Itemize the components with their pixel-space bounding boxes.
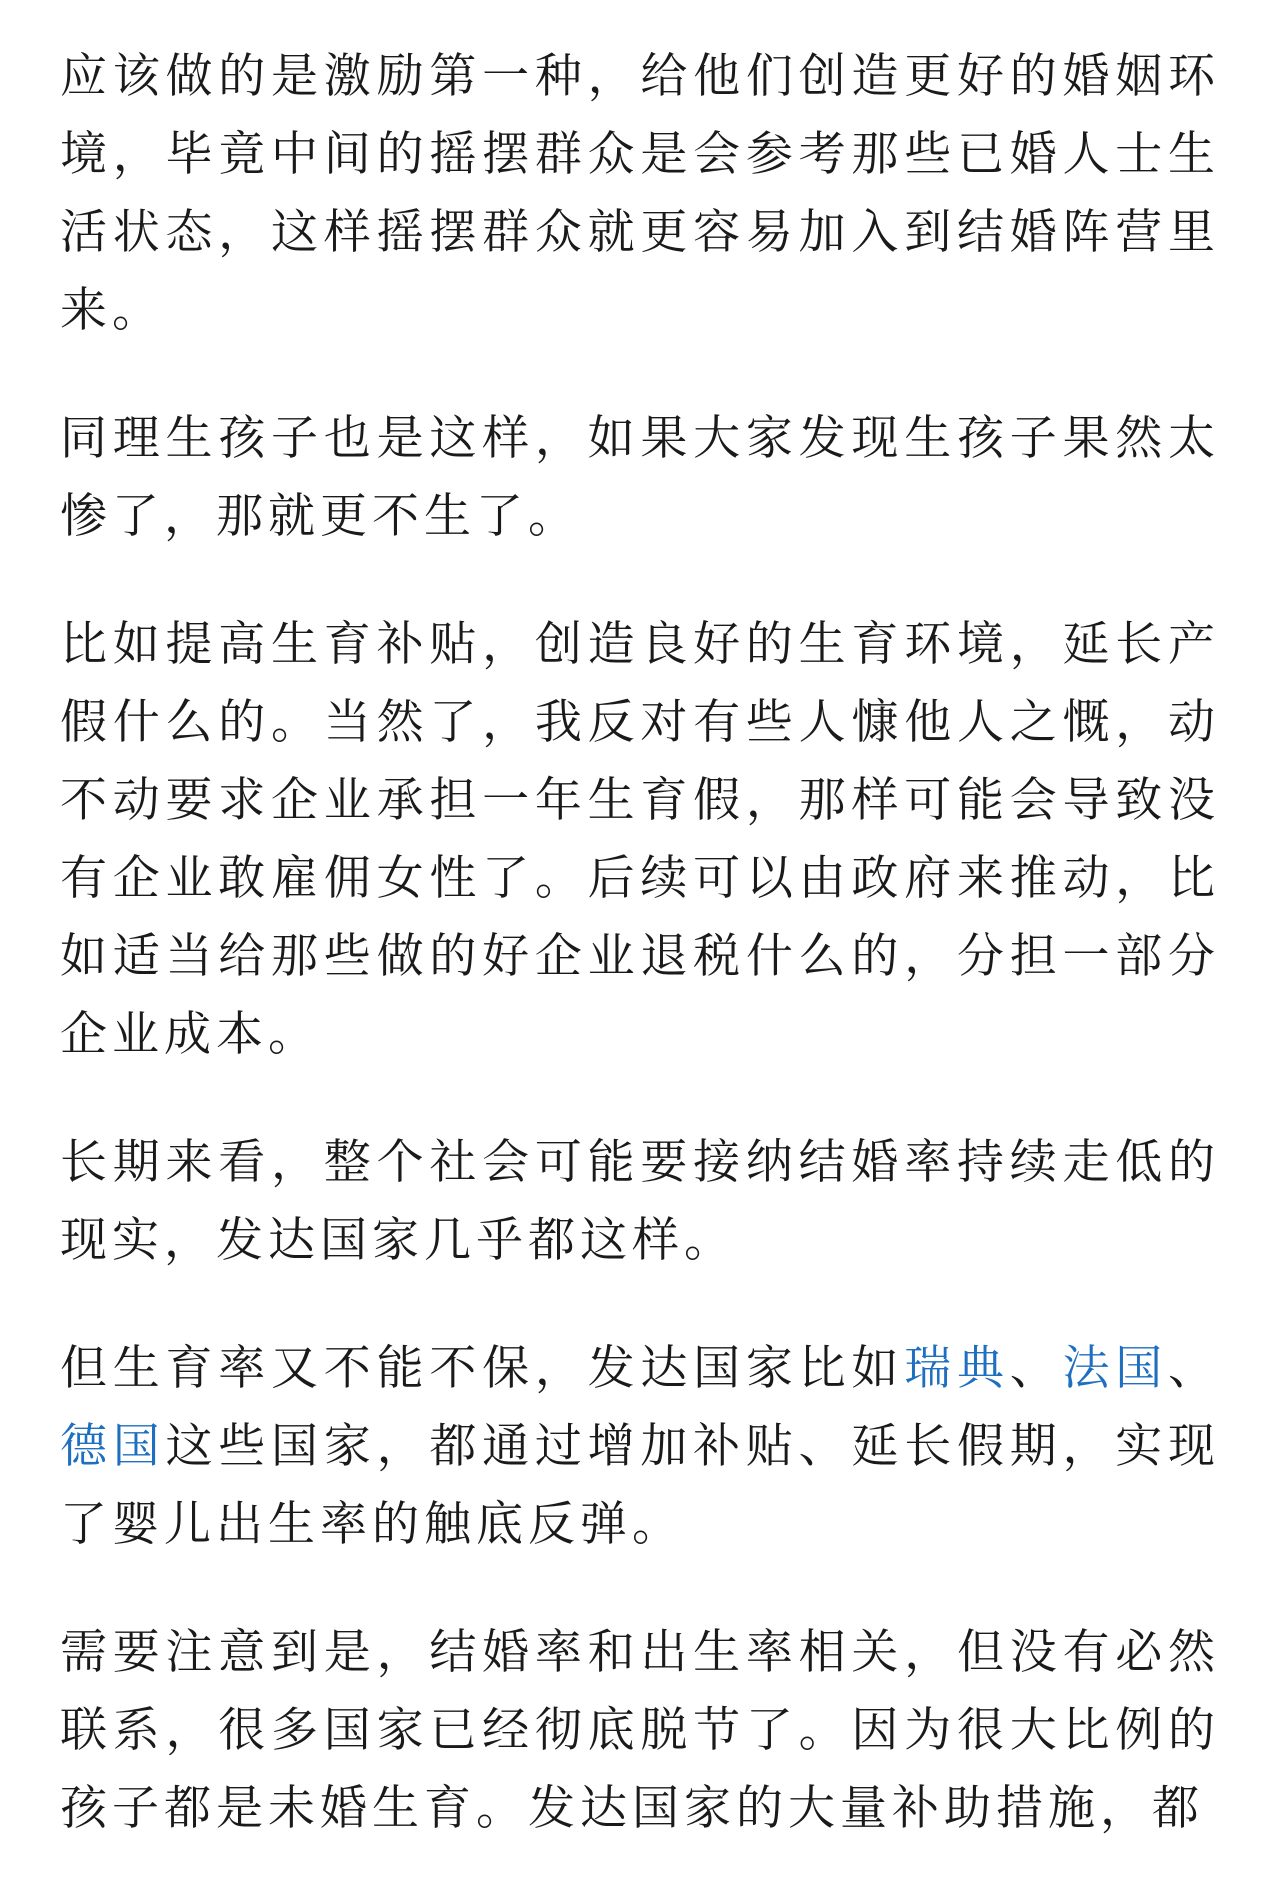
link-sweden[interactable]: 瑞典 <box>904 1341 1010 1396</box>
paragraph-text: 长期来看，整个社会可能要接纳结婚率持续走低的现实，发达国家几乎都这样。 <box>60 1135 1220 1268</box>
paragraph-4 <box>60 1124 1220 1280</box>
paragraph-6 <box>60 1614 1220 1848</box>
paragraph-2 <box>60 400 1220 556</box>
article-body <box>60 38 1220 1898</box>
link-germany[interactable]: 德国 <box>60 1419 166 1474</box>
paragraph-5 <box>60 1330 1220 1564</box>
paragraph-text: 、 <box>1009 1341 1063 1396</box>
link-france[interactable]: 法国 <box>1062 1341 1169 1396</box>
paragraph-text: 应该做的是激励第一种，给他们创造更好的婚姻环境，毕竟中间的摇摆群众是会参考那些已婚人士生活状态，这样摇摆群众就更容易加入到结婚阵营里来。 <box>60 49 1220 338</box>
paragraph-text: 比如提高生育补贴，创造良好的生育环境，延长产假什么的。当然了，我反对有些人慷他人之慨，动不动要求企业承担一年生育假，那样可能会导致没有企业敢雇佣女性了。后续可以由政府来推动，比如适当给那些做的好企业退税什么的，分担一部分企业成本。 <box>60 617 1220 1062</box>
paragraph-3 <box>60 606 1220 1074</box>
paragraph-text: 同理生孩子也是这样，如果大家发现生孩子果然太惨了，那就更不生了。 <box>60 411 1220 544</box>
paragraph-text: 需要注意到是，结婚率和出生率相关，但没有必然联系，很多国家已经彻底脱节了。因为很大比例的孩子都是未婚生育。发达国家的大量补助措施，都 <box>60 1625 1220 1836</box>
paragraph-text: 但生育率又不能不保，发达国家比如 <box>60 1341 905 1396</box>
paragraph-text: 这些国家，都通过增加补贴、延长假期，实现了婴儿出生率的触底反弹。 <box>60 1419 1221 1552</box>
paragraph-1 <box>60 38 1220 350</box>
paragraph-text: 、 <box>1168 1341 1221 1396</box>
